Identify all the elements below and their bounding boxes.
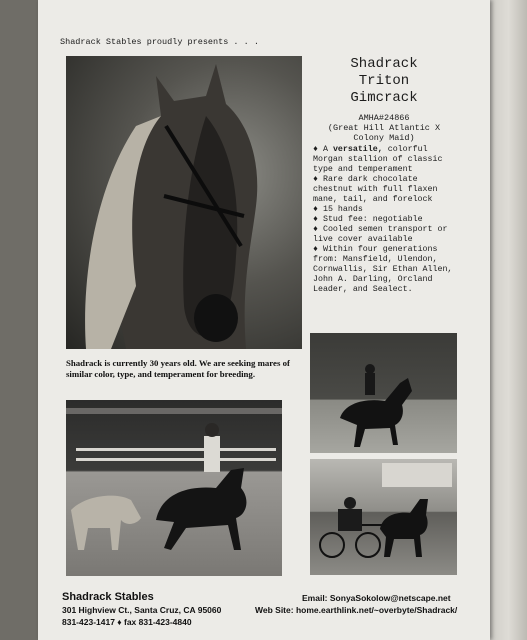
cattle-work-photo <box>66 400 282 576</box>
footer-email-line <box>302 593 451 603</box>
website-url[interactable]: home.earthlink.net/~overbyte/Shadrack/ <box>295 605 458 615</box>
registration-block <box>314 113 454 143</box>
diamond-bullet-icon: ♦ <box>313 205 318 214</box>
diamond-bullet-icon: ♦ <box>313 225 318 234</box>
footer-phone: 831-423-1417 ♦ fax 831-423-4840 <box>62 617 192 627</box>
feature-item: ♦ A versatile, colorful Morgan stallion of classic type and temperament <box>313 145 443 174</box>
feature-item: ♦ Stud fee: negotiable <box>313 215 423 224</box>
horse-name <box>314 56 454 107</box>
footer-address: 301 Highview Ct., Santa Cruz, CA 95060 <box>62 605 222 615</box>
email-address[interactable]: SonyaSokolow@netscape.net <box>329 593 451 603</box>
feature-item: ♦ Within four generations from: Mansfield, Ulendon, Cornwallis, Sir Ethan Allen, John A. Darling, Orcland Leader, and Sealect. <box>313 245 453 294</box>
feature-list <box>313 145 455 295</box>
feature-item: ♦ Rare dark chocolate chestnut with full flaxen mane, tail, and forelock <box>313 175 438 204</box>
cart-driving-photo <box>310 459 457 575</box>
diamond-bullet-icon: ♦ <box>313 175 318 184</box>
registration-number: AMHA#24866 <box>358 113 410 123</box>
diamond-bullet-icon: ♦ <box>313 145 318 154</box>
pedigree: (Great Hill Atlantic X Colony Maid) <box>327 123 441 143</box>
feature-item: ♦ Cooled semen transport or live cover available <box>313 225 448 244</box>
footer-website-line <box>255 605 457 615</box>
horse-name-line-3: Gimcrack <box>350 90 418 106</box>
horse-name-line-1: Shadrack <box>350 56 418 72</box>
footer-stable-name: Shadrack Stables <box>62 591 154 603</box>
adjacent-page-edge <box>490 0 527 640</box>
feature-item: ♦ 15 hands <box>313 205 363 214</box>
show-ring-photo <box>310 333 457 453</box>
horse-portrait-photo <box>66 56 302 349</box>
diamond-bullet-icon: ♦ <box>313 215 318 224</box>
website-label: Web Site: <box>255 605 294 615</box>
email-label: Email: <box>302 593 328 603</box>
photo-caption: Shadrack is currently 30 years old. We are seeking mares of similar color, type, and temperament for breeding. <box>66 358 290 379</box>
horse-name-line-2: Triton <box>358 73 410 89</box>
diamond-bullet-icon: ♦ <box>313 245 318 254</box>
presents-line: Shadrack Stables proudly presents . . . <box>60 37 259 47</box>
